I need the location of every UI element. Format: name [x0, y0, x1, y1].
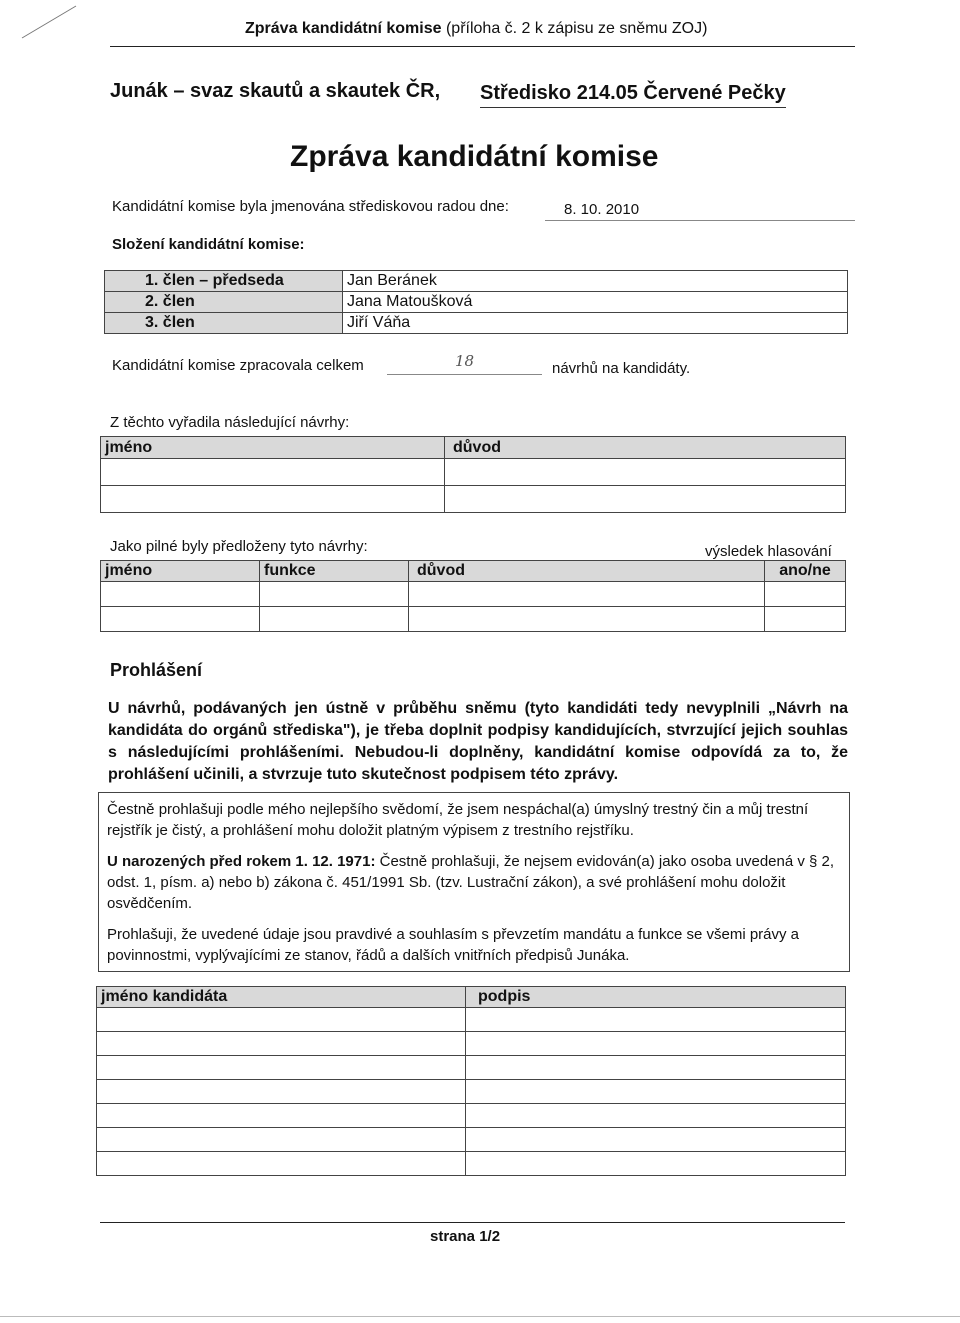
declaration-heading: Prohlášení [110, 660, 203, 680]
processed-count-field [387, 352, 542, 375]
header-title: Zpráva kandidátní komise [245, 20, 442, 37]
page-title: Zpráva kandidátní komise [290, 140, 659, 173]
document-header [245, 20, 707, 38]
member-name: Jiří Váňa [343, 313, 848, 334]
col-function-header: funkce [260, 561, 409, 582]
composition-heading: Složení kandidátní komise: [112, 236, 305, 253]
col-name-header: jméno [101, 561, 260, 582]
table-row [97, 1128, 846, 1152]
table-row [101, 607, 846, 632]
table-header-row [101, 561, 846, 582]
processed-count: 18 [454, 352, 475, 370]
lustration-text: Čestně prohlašuji, že nejsem evidován(a) jako osoba uvedená v § 2, odst. 1, písm. a) nebo b) zákona č. 451/1991 Sb. (tzv. Lustrační zákon), a své prohlášení mohu doložit osvědčením. [107, 853, 835, 912]
vote-caption: výsledek hlasování [705, 543, 832, 560]
table-row [97, 1104, 846, 1128]
table-row [97, 1008, 846, 1032]
col-reason-header: důvod [445, 437, 846, 459]
composition-table [104, 270, 848, 334]
lustration-condition: U narozených před rokem 1. 12. 1971: [107, 853, 376, 870]
signature-table [96, 986, 846, 1176]
col-reason-header: důvod [409, 561, 765, 582]
table-row [97, 1032, 846, 1056]
table-header-row [97, 987, 846, 1008]
col-candidate-header: jméno kandidáta [97, 987, 466, 1008]
urgent-table [100, 560, 846, 632]
member-role: 2. člen [105, 292, 343, 313]
appointed-date-line [545, 220, 855, 221]
table-row [101, 582, 846, 607]
table-row [105, 292, 848, 313]
scan-edge-line [0, 1316, 960, 1317]
urgent-intro: Jako pilné byly předloženy tyto návrhy: [110, 538, 368, 555]
unit-name: Středisko 214.05 Červené Pečky [480, 82, 786, 108]
table-row [101, 459, 846, 486]
appointed-date: 8. 10. 2010 [564, 201, 640, 218]
excluded-intro: Z těchto vyřadila následující návrhy: [110, 414, 350, 431]
table-row [101, 486, 846, 513]
footer-rule [100, 1222, 845, 1223]
member-role: 3. člen [105, 313, 343, 334]
page-number: strana 1/2 [430, 1228, 501, 1245]
excluded-table [100, 436, 846, 513]
table-row [97, 1152, 846, 1176]
col-signature-header: podpis [466, 987, 846, 1008]
member-role: 1. člen – předseda [105, 271, 343, 292]
declaration-box [98, 792, 850, 972]
table-row [97, 1080, 846, 1104]
appointed-label: Kandidátní komise byla jmenována střediskovou radou dne: [112, 198, 509, 215]
table-header-row [101, 437, 846, 459]
col-vote-header: ano/ne [765, 561, 846, 582]
processed-suffix: návrhů na kandidáty. [552, 360, 691, 377]
table-row [97, 1056, 846, 1080]
table-row [105, 271, 848, 292]
declaration-criminal-record: Čestně prohlašuji podle mého nejlepšího svědomí, že jsem nespáchal(a) úmyslný trestný čin a můj trestní rejstřík je čistý, a prohlášení mohu doložit platným výpisem z trestního rejstříku. [107, 801, 809, 839]
declaration-lustration [107, 851, 841, 914]
header-subtitle: (příloha č. 2 k zápisu ze sněmu ZOJ) [441, 20, 708, 37]
declaration-oral-note: U návrhů, podávaných jen ústně v průběhu sněmu (tyto kandidáti tedy nevyplnili „Návrh na kandidáta do orgánů střediska"), je třeba doplnit podpisy kandidujících, stvrzující jejich souhlas s následujícími prohlášeními. Nebudou-li doplněny, kandidátní komise odpovídá za to, že prohlášení učinili, a stvrzuje tuto skutečnost podpisem této zprávy. [108, 700, 848, 783]
org-name: Junák – svaz skautů a skautek ČR, [110, 80, 441, 102]
table-row [105, 313, 848, 334]
col-name-header: jméno [101, 437, 445, 459]
member-name: Jana Matoušková [343, 292, 848, 313]
member-name: Jan Beránek [343, 271, 848, 292]
header-rule [110, 46, 855, 47]
declaration-mandate: Prohlašuji, že uvedené údaje jsou pravdivé a souhlasím s převzetím mandátu a funkce se všemi právy a povinnostmi, vyplývajícími ze stanov, řádů a dalších vnitřních předpisů Junáka. [107, 926, 800, 964]
processed-label: Kandidátní komise zpracovala celkem [112, 357, 364, 374]
pen-stroke-mark [20, 2, 80, 42]
